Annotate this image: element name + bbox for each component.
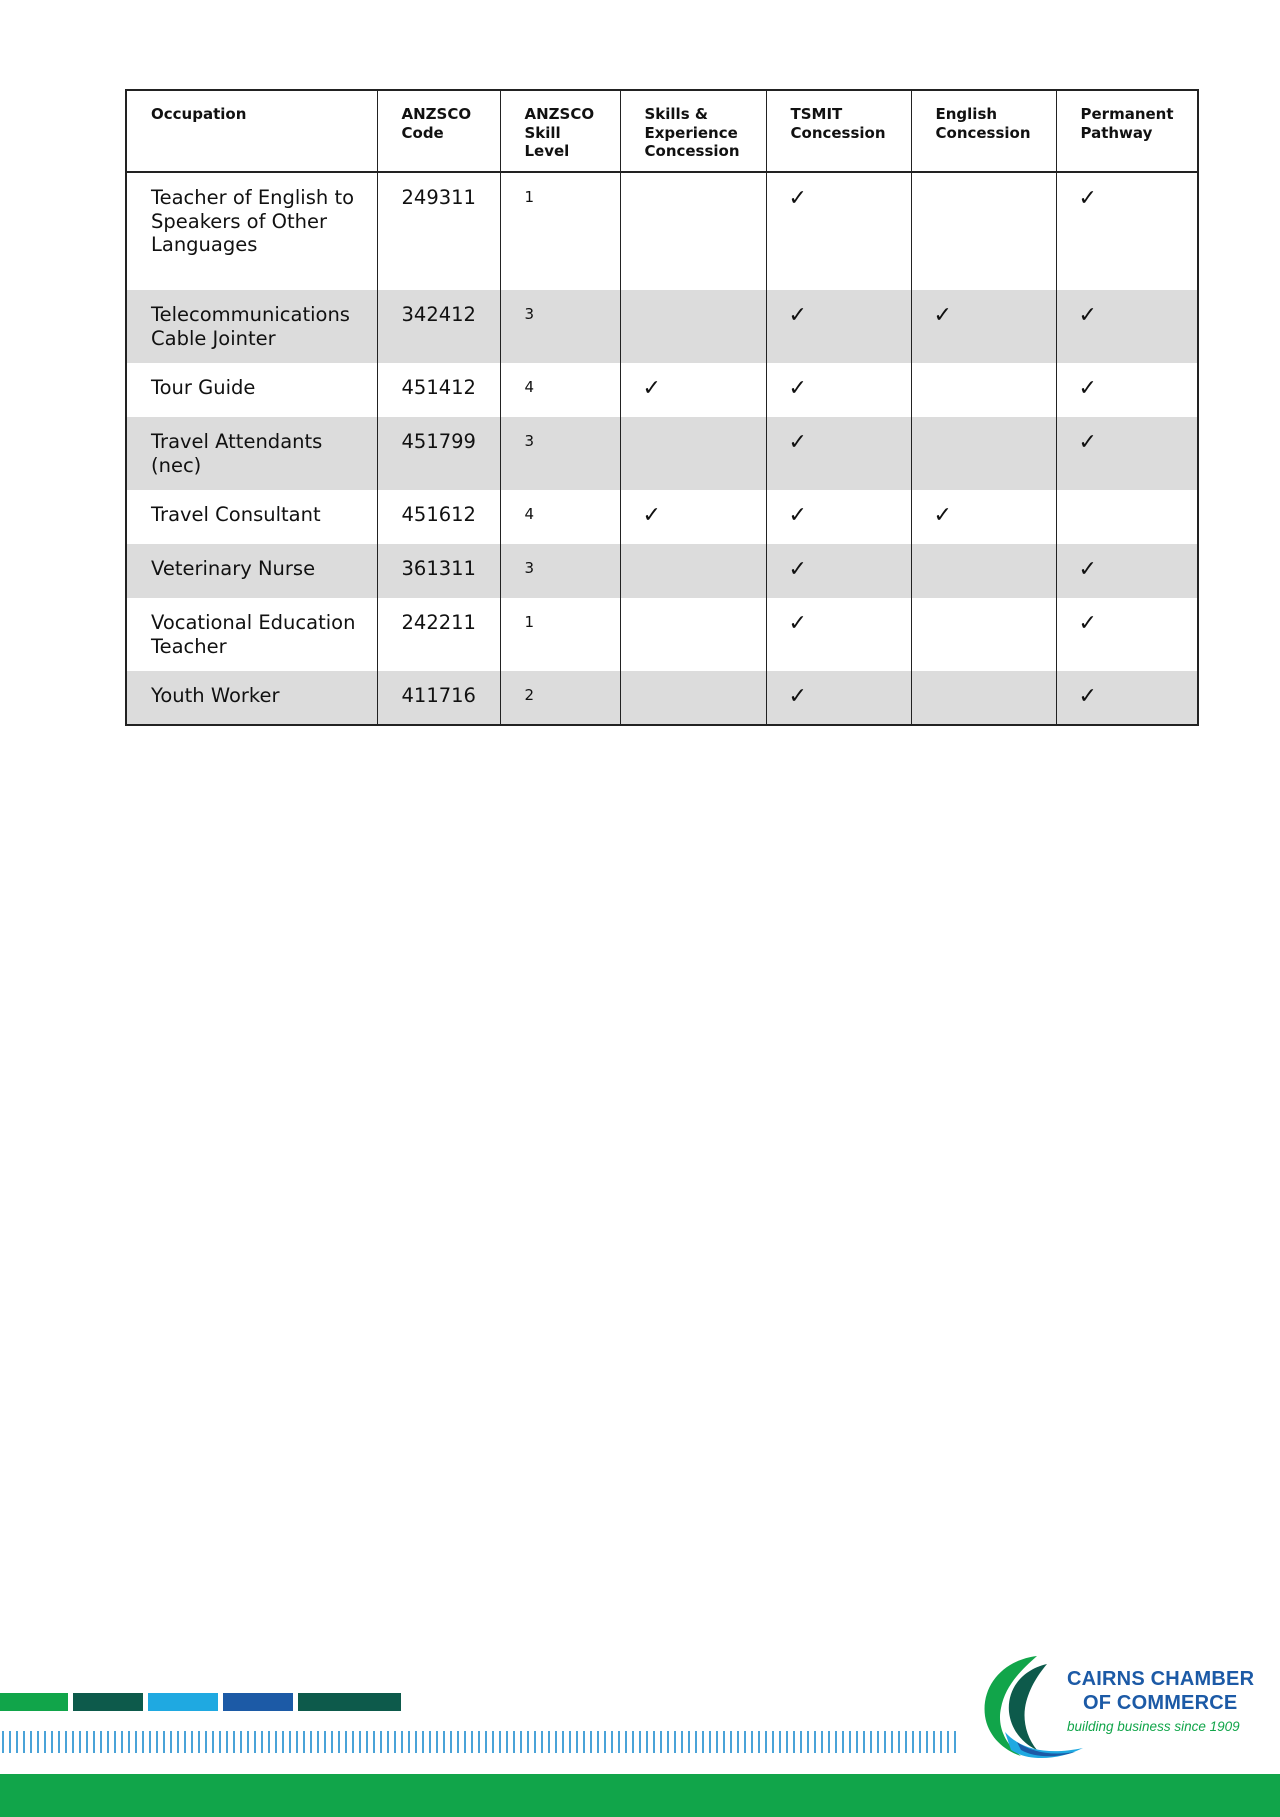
header-permanent: Permanent Pathway [1056, 90, 1198, 172]
permanent-cell: ✓ [1056, 172, 1198, 290]
occupation-cell: Youth Worker [126, 671, 377, 725]
permanent-cell: ✓ [1056, 671, 1198, 725]
code-cell: 411716 [377, 671, 500, 725]
table-row [126, 671, 1198, 725]
header-skill-level: ANZSCO Skill Level [500, 90, 620, 172]
code-cell: 342412 [377, 290, 500, 363]
english-cell [911, 363, 1056, 417]
code-cell: 242211 [377, 598, 500, 671]
footer-tick-pattern [2, 1731, 960, 1753]
tsmit-cell: ✓ [766, 671, 911, 725]
level-cell: 4 [500, 363, 620, 417]
level-cell: 1 [500, 598, 620, 671]
header-anzsco-code: ANZSCO Code [377, 90, 500, 172]
english-cell [911, 417, 1056, 490]
skills-cell [620, 598, 766, 671]
occupation-cell: Teacher of English to Speakers of Other Languages [126, 172, 377, 290]
english-cell: ✓ [911, 290, 1056, 363]
code-cell: 451612 [377, 490, 500, 544]
english-cell [911, 598, 1056, 671]
table-row [126, 363, 1198, 417]
logo-line-2: OF COMMERCE [1083, 1692, 1238, 1714]
level-cell: 4 [500, 490, 620, 544]
code-cell: 249311 [377, 172, 500, 290]
occupation-table [125, 89, 1199, 726]
permanent-cell: ✓ [1056, 598, 1198, 671]
english-cell [911, 544, 1056, 598]
skills-cell [620, 172, 766, 290]
code-cell: 451412 [377, 363, 500, 417]
permanent-cell: ✓ [1056, 544, 1198, 598]
table-row [126, 544, 1198, 598]
header-occupation: Occupation [126, 90, 377, 172]
permanent-cell: ✓ [1056, 417, 1198, 490]
skills-cell: ✓ [620, 363, 766, 417]
occupation-cell: Telecommunications Cable Jointer [126, 290, 377, 363]
code-cell: 451799 [377, 417, 500, 490]
stripe [148, 1693, 218, 1711]
tsmit-cell: ✓ [766, 172, 911, 290]
english-cell [911, 671, 1056, 725]
occupation-cell: Tour Guide [126, 363, 377, 417]
occupation-cell: Travel Attendants (nec) [126, 417, 377, 490]
logo-tagline: building business since 1909 [1067, 1719, 1240, 1734]
tsmit-cell: ✓ [766, 598, 911, 671]
skills-cell: ✓ [620, 490, 766, 544]
english-cell: ✓ [911, 490, 1056, 544]
stripe [298, 1693, 401, 1711]
code-cell: 361311 [377, 544, 500, 598]
table-row [126, 290, 1198, 363]
permanent-cell [1056, 490, 1198, 544]
skills-cell [620, 417, 766, 490]
table-row [126, 598, 1198, 671]
tsmit-cell: ✓ [766, 417, 911, 490]
header-english: English Concession [911, 90, 1056, 172]
occupation-cell: Vocational Education Teacher [126, 598, 377, 671]
tsmit-cell: ✓ [766, 544, 911, 598]
english-cell [911, 172, 1056, 290]
header-tsmit: TSMIT Concession [766, 90, 911, 172]
stripe [0, 1693, 68, 1711]
footer-bar [0, 1774, 1280, 1817]
stripe [73, 1693, 143, 1711]
skills-cell [620, 544, 766, 598]
tsmit-cell: ✓ [766, 363, 911, 417]
permanent-cell: ✓ [1056, 290, 1198, 363]
logo-line-1: CAIRNS CHAMBER [1067, 1668, 1255, 1690]
cairns-chamber-logo [975, 1652, 1260, 1764]
tsmit-cell: ✓ [766, 290, 911, 363]
level-cell: 2 [500, 671, 620, 725]
table-row [126, 172, 1198, 290]
table-header-row [126, 90, 1198, 172]
stripe [223, 1693, 293, 1711]
permanent-cell: ✓ [1056, 363, 1198, 417]
table-row [126, 417, 1198, 490]
level-cell: 3 [500, 290, 620, 363]
level-cell: 1 [500, 172, 620, 290]
header-skills-experience: Skills & Experience Concession [620, 90, 766, 172]
tsmit-cell: ✓ [766, 490, 911, 544]
level-cell: 3 [500, 544, 620, 598]
skills-cell [620, 290, 766, 363]
footer-color-stripes [0, 1693, 406, 1711]
skills-cell [620, 671, 766, 725]
occupation-cell: Veterinary Nurse [126, 544, 377, 598]
table-row [126, 490, 1198, 544]
level-cell: 3 [500, 417, 620, 490]
occupation-cell: Travel Consultant [126, 490, 377, 544]
